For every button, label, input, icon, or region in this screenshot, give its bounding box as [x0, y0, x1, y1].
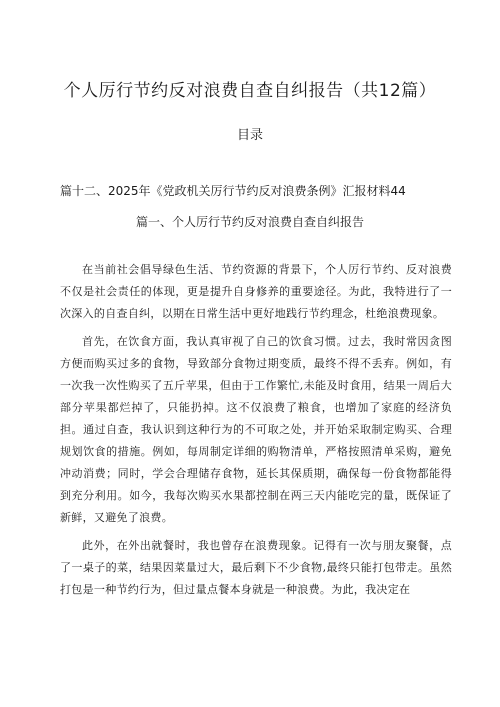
paragraph-1: 在当前社会倡导绿色生活、节约资源的背景下，个人厉行节约、反对浪费不仅是社会责任的体现，更是提升自身修养的重要途径。为此，我特进行了一次深入的自查自纠，以期在日常生活中更好地践行节约理念，杜绝浪费现象。: [60, 263, 452, 320]
toc-heading: 目录: [236, 128, 263, 143]
paragraph-3: 此外，在外出就餐时，我也曾存在浪费现象。记得有一次与朋友聚餐，点了一桌子的菜，结果因菜量过大，最后剩下不少食物,最终只能打包带走。虽然打包是一种节约行为，但过量点餐本身就是一种浪费。为此，我决定在: [60, 539, 452, 596]
document-title: 个人厉行节约反对浪费自查自纠报告（共12篇）: [63, 81, 437, 101]
toc-entry[interactable]: 篇十二、2025年《党政机关厉行节约反对浪费条例》汇报材料44: [60, 184, 406, 198]
paragraph-2: 首先，在饮食方面，我认真审视了自己的饮食习惯。过去，我时常因贪图方便而购买过多的食物，导致部分食物过期变质，最终不得不丢弃。例如，有一次我一次性购买了五斤苹果，但由于工作繁忙,未能及时食用，结果一周后大部分苹果都烂掉了，只能扔掉。这不仅浪费了粮食，也增加了家庭的经济负担。通过自查，我认识到这种行为的不可取之处，并开始采取制定购买、合理规划饮食的措施。例如，每周制定详细的购物清单，严格按照清单采购，避免冲动消费；同时，学会合理储存食物，延长其保质期，确保每一份食物都能得到充分利用。如今，我每次购买水果都控制在两三天内能吃完的量，既保证了新鲜，又避免了浪费。: [60, 335, 452, 524]
body-text: [60, 259, 452, 607]
section-heading: 篇一、个人厉行节约反对浪费自查自纠报告: [135, 215, 364, 229]
